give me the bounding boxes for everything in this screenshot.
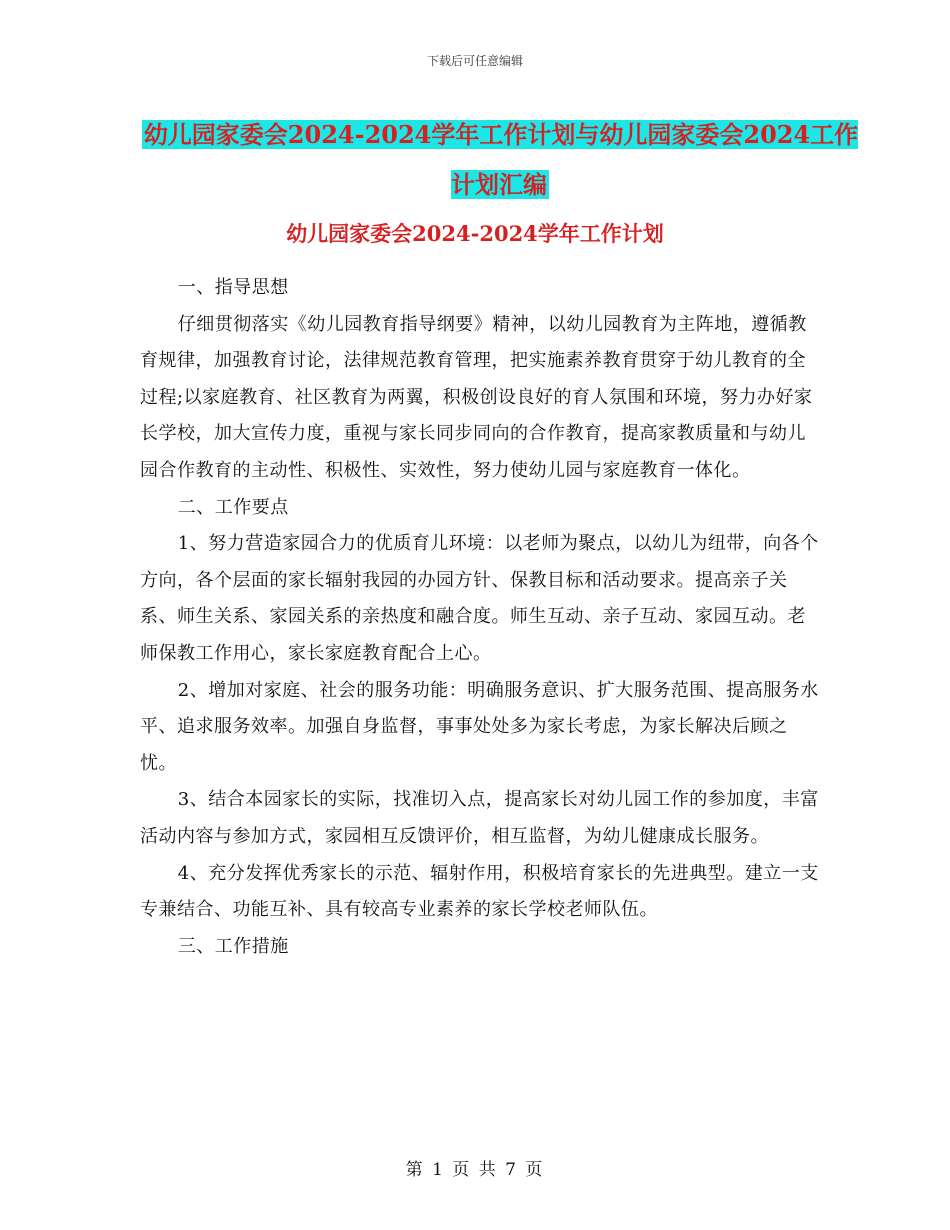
page-footer: 第 1 页 共 7 页: [405, 1160, 545, 1180]
heading-guiding-ideology: 一、指导思想: [177, 277, 289, 298]
heading-work-measures: 三、工作措施: [177, 935, 289, 957]
document-title: [140, 110, 860, 210]
paragraph-guiding-ideology: 仔细贯彻落实《幼儿园教育指导纲要》精神，以幼儿园教育为主阵地，遵循教育规律，加强教育讨论，法律规范教育管理，把实施素养教育贯穿于幼儿教育的全过程;以家庭教育、社区教育为两翼，积极创设良好的育人氛围和环境，努力办好家长学校，加大宣传力度，重视与家长同步同向的合作教育，提高家教质量和与幼儿园合作教育的主动性、积极性、实效性，努力使幼儿园与家庭教育一体化。: [140, 313, 813, 481]
document-title-text: 幼儿园家委会2024-2024学年工作计划与幼儿园家委会2024工作计划汇编: [143, 120, 859, 199]
heading-work-points: 二、工作要点: [177, 496, 289, 518]
section-title: 幼儿园家委会2024-2024学年工作计划: [286, 221, 664, 246]
paragraph-point-4: 4、充分发挥优秀家长的示范、辐射作用，积极培育家长的先进典型。建立一支专兼结合、功能互补、具有较高专业素养的家长学校老师队伍。: [140, 862, 819, 921]
header-note: 下载后可任意编辑: [426, 54, 523, 68]
paragraph-point-2: 2、增加对家庭、社会的服务功能：明确服务意识、扩大服务范围、提高服务水平、追求服务效率。加强自身监督，事事处处多为家长考虑，为家长解决后顾之忧。: [140, 679, 819, 774]
paragraph-point-3: 3、结合本园家长的实际，找准切入点，提高家长对幼儿园工作的参加度，丰富活动内容与参加方式，家园相互反馈评价，相互监督，为幼儿健康成长服务。: [140, 789, 819, 847]
body-text: [140, 270, 820, 965]
paragraph-point-1: 1、努力营造家园合力的优质育儿环境：以老师为聚点，以幼儿为纽带，向各个方向，各个层面的家长辐射我园的办园方针、保教目标和活动要求。提高亲子关系、师生关系、家园关系的亲热度和融合度。师生互动、亲子互动、家园互动。老师保教工作用心，家长家庭教育配合上心。: [140, 533, 819, 664]
